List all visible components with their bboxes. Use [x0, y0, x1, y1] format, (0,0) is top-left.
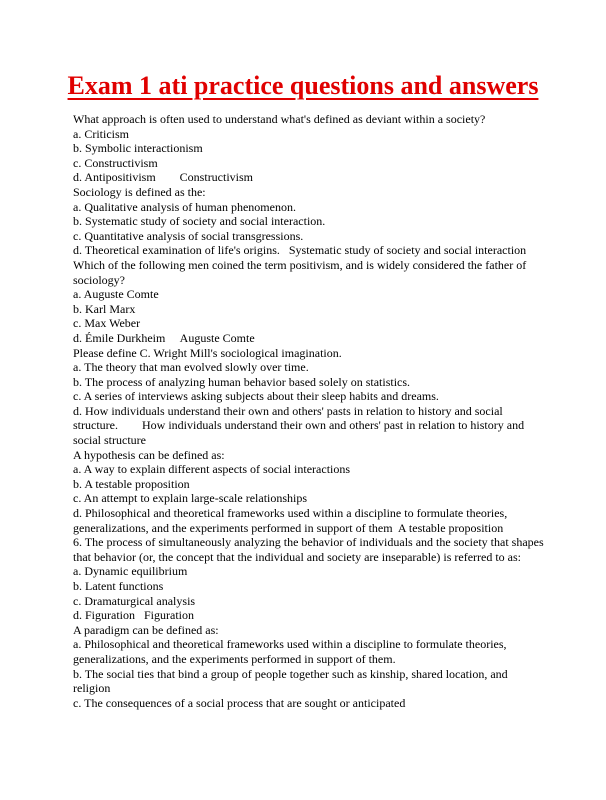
text-line: a. Criticism: [73, 126, 129, 141]
text-line: d. Theoretical examination of life's origins. Systematic study of society and social interaction: [73, 243, 527, 258]
text-line: Which of the following men coined the term positivism, and is widely considered the father of sociology?: [73, 257, 530, 287]
text-line: b. The process of analyzing human behavior based solely on statistics.: [73, 374, 411, 389]
text-line: b. Symbolic interactionism: [73, 141, 203, 156]
text-line: b. A testable proposition: [73, 476, 190, 491]
text-line: Please define C. Wright Mill's sociological imagination.: [73, 345, 342, 360]
text-line: Sociology is defined as the:: [73, 184, 206, 199]
text-line: What approach is often used to understand what's defined as deviant within a society?: [73, 112, 486, 126]
text-line: d. Philosophical and theoretical frameworks used within a discipline to formulate theories, generalizations, and the experiments performed in support of them A testable proposition: [73, 506, 511, 535]
text-line: d. Figuration Figuration: [73, 608, 194, 623]
text-line: b. The social ties that bind a group of people together such as kinship, shared location, and religion: [73, 666, 511, 696]
text-line: a. Qualitative analysis of human phenomenon.: [73, 199, 296, 214]
text-line: d. Antipositivism Constructivism: [73, 170, 254, 185]
text-line: c. An attempt to explain large-scale relationships: [73, 491, 308, 506]
text-line: a. The theory that man evolved slowly over time.: [73, 360, 309, 375]
text-line: a. Philosophical and theoretical frameworks used within a discipline to formulate theories, generalizations, and the experiments performed in support of them.: [73, 637, 510, 666]
document-body: [73, 112, 545, 710]
text-line: c. A series of interviews asking subjects about their sleep habits and dreams.: [73, 389, 439, 404]
text-line: c. Max Weber: [73, 316, 141, 331]
text-line: a. Auguste Comte: [73, 287, 159, 302]
text-line: b. Karl Marx: [73, 301, 136, 316]
text-line: d. Émile Durkheim Auguste Comte: [73, 330, 255, 345]
text-line: b. Systematic study of society and social interaction.: [73, 214, 326, 229]
text-line: c. Quantitative analysis of social transgressions.: [73, 228, 304, 243]
text-line: A hypothesis can be defined as:: [73, 447, 225, 462]
text-line: c. Constructivism: [73, 155, 158, 170]
text-line: a. A way to explain different aspects of social interactions: [73, 462, 351, 477]
text-line: A paradigm can be defined as:: [73, 622, 219, 637]
text-line: c. Dramaturgical analysis: [73, 593, 196, 608]
text-line: d. How individuals understand their own and others' pasts in relation to history and social structure. How individuals understand their own and others' past in relation to history and social structure: [73, 403, 528, 448]
text-line: c. The consequences of a social process that are sought or anticipated: [73, 695, 406, 710]
text-line: 6. The process of simultaneously analyzing the behavior of individuals and the society that shapes that behavior (or, the concept that the individual and society are inseparable) is referred to as:: [73, 535, 547, 564]
text-line: b. Latent functions: [73, 579, 164, 593]
document-title: Exam 1 ati practice questions and answers: [67, 71, 539, 100]
text-line: a. Dynamic equilibrium: [73, 564, 188, 579]
